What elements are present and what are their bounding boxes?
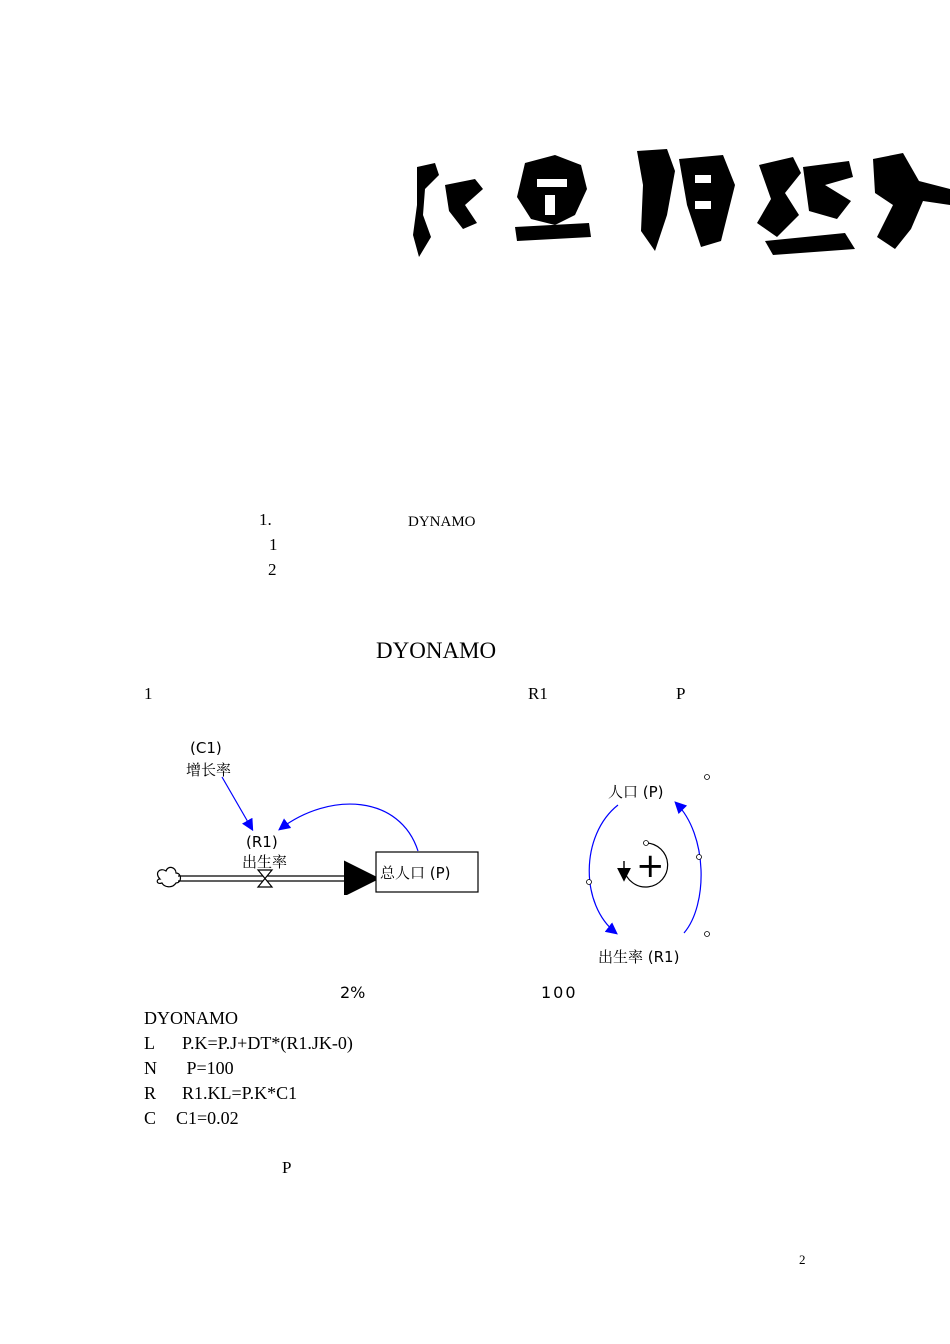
page-number: 2 [799,1252,806,1267]
label-r1-name: 出生率 [242,853,288,871]
code-line: C C1=0.02 [144,1108,239,1128]
value-percent: 2% [340,983,366,1002]
loop-bottom-label: 出生率 (R1) [598,948,680,966]
outline-sub-1: 1 [269,535,278,554]
paragraph-number: 1 [144,684,153,703]
footer-p: P [282,1158,292,1177]
stock-box-label: 总人口 (P) [380,864,451,882]
calligraphy-banner [405,145,950,265]
causal-loop-diagram [580,765,730,970]
code-line: L P.K=P.J+DT*(R1.JK-0) [144,1033,353,1053]
section-heading: DYONAMO [376,638,497,663]
label-c1-name: 增长率 [186,761,232,779]
code-line: R R1.KL=P.K*C1 [144,1083,298,1103]
label-r1: (R1) [246,833,278,851]
valve-icon [258,870,272,887]
outline-sub-2: 2 [268,560,277,579]
paragraph-r1: R1 [528,684,548,703]
code-line: N P=100 [144,1058,234,1078]
loop-top-label: 人口 (P) [608,783,664,801]
value-hundred: 100 [541,983,578,1002]
code-title: DYONAMO [144,1008,238,1028]
stock-flow-diagram [150,735,490,895]
paragraph-p: P [676,684,686,703]
outline-item-1-number: 1. [259,510,272,529]
cloud-source-icon [157,867,180,886]
outline-item-1-text: DYNAMO [408,514,476,530]
label-c1: (C1) [190,739,222,757]
loop-sign: + [636,846,665,886]
